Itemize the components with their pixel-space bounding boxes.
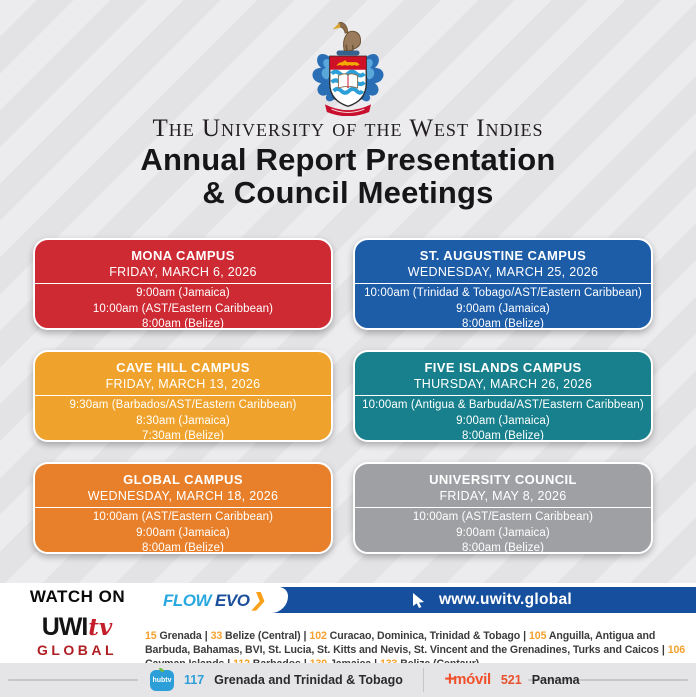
provider-strip [0, 663, 696, 697]
time-line: 9:00am (Jamaica) [456, 414, 550, 427]
website-link[interactable]: www.uwitv.global [438, 591, 573, 608]
divider-line [8, 679, 138, 681]
uwi-crest-logo [300, 12, 396, 116]
channel-number: 102 [309, 629, 327, 642]
provider-channel-number: 521 [500, 673, 522, 687]
channel-region: Anguilla, Antigua and Barbuda, Bahamas, BVI, St. Lucia, St. Kitts and Nevis, St. Vincent and the Grenadines, Turks and Caicos [145, 629, 659, 656]
crest-shield [330, 56, 366, 106]
hubtv-icon: hubtv [150, 670, 174, 691]
channel-region: Curacao, Dominica, Trinidad & Tobago [329, 629, 521, 642]
campus-name: ST. AUGUSTINE CAMPUS [419, 248, 587, 263]
campus-date: FRIDAY, MARCH 6, 2026 [109, 265, 257, 279]
watch-on-label: WATCH ON [29, 587, 126, 606]
time-line: 9:00am (Jamaica) [456, 526, 550, 539]
time-line: 8:00am (Belize) [461, 542, 545, 554]
card-mona-campus [33, 238, 333, 330]
time-line: 8:00am (Belize) [141, 542, 225, 554]
time-line: 9:00am (Jamaica) [136, 526, 230, 539]
time-line: 10:00am (AST/Eastern Caribbean) [412, 511, 594, 523]
channel-number: 105 [528, 629, 547, 642]
time-line: 8:00am (Belize) [141, 318, 225, 330]
channel-listing: 15 Grenada | 33 Belize (Central) | 102 Curacao, Dominica, Trinidad & Tobago | 105 Anguilla, Antigua and Barbuda, Bahamas, BVI, St. Lucia, St. Kitts and Nevis, St. Vincent and the Grenadines, Turks and Caicos | 106 [145, 629, 690, 671]
provider-region: Panama [531, 673, 580, 687]
poster-title [0, 143, 696, 209]
campus-name: UNIVERSITY COUNCIL [429, 472, 577, 487]
card-five-islands-campus [353, 350, 653, 442]
campus-name: GLOBAL CAMPUS [123, 472, 243, 487]
time-line: 10:00am (Trinidad & Tobago/AST/Eastern Caribbean) [364, 287, 642, 299]
campus-cards-grid [33, 238, 653, 554]
time-line: 8:00am (Belize) [461, 430, 545, 442]
channel-number: 33 [210, 629, 223, 642]
hubtv-leaf [159, 668, 164, 672]
campus-date: WEDNESDAY, MARCH 25, 2026 [407, 265, 599, 279]
time-line: 10:00am (AST/Eastern Caribbean) [92, 302, 274, 315]
time-line: 9:00am (Jamaica) [456, 302, 550, 315]
campus-date: THURSDAY, MARCH 26, 2026 [413, 377, 593, 391]
time-line: 7:30am (Belize) [141, 430, 225, 442]
provider-region: Grenada and Trinidad & Tobago [214, 673, 403, 687]
crest-open-book [338, 74, 357, 88]
movil-logo: +móvil [444, 669, 491, 690]
time-line: 9:00am (Jamaica) [136, 287, 230, 299]
card-university-council [353, 462, 653, 554]
time-line: 9:30am (Barbados/AST/Eastern Caribbean) [69, 399, 297, 411]
card-cave-hill-campus [33, 350, 333, 442]
poster-title-line1: Annual Report Presentation [140, 142, 556, 177]
campus-date: FRIDAY, MARCH 13, 2026 [105, 377, 261, 391]
time-line: 8:30am (Jamaica) [136, 414, 230, 427]
poster-title-line2: & Council Meetings [202, 175, 494, 210]
uwitv-global-logo: UWItv GLOBAL [36, 613, 118, 658]
vertical-divider [423, 668, 425, 692]
channel-region: Belize (Central) [225, 629, 301, 642]
campus-name: MONA CAMPUS [131, 248, 235, 263]
card-st-augustine-campus [353, 238, 653, 330]
footer [0, 583, 696, 697]
campus-name: CAVE HILL CAMPUS [116, 360, 250, 375]
campus-name: FIVE ISLANDS CAMPUS [424, 360, 582, 375]
campus-date: WEDNESDAY, MARCH 18, 2026 [87, 489, 279, 503]
cursor-icon [412, 593, 425, 608]
university-name: The University of the West Indies [152, 115, 544, 142]
channel-number: 15 [145, 629, 157, 642]
crest-pelican [333, 22, 361, 50]
card-global-campus [33, 462, 333, 554]
channel-region: Grenada [159, 629, 202, 642]
crest-torse [336, 51, 359, 56]
time-line: 8:00am (Belize) [461, 318, 545, 330]
channel-number: 106 [667, 643, 686, 656]
campus-date: FRIDAY, MAY 8, 2026 [439, 489, 567, 503]
flow-arrow-icon: ❯ [250, 589, 266, 610]
website-bar [140, 587, 696, 613]
flow-evo-logo: FLOW EVO❯ [140, 587, 288, 613]
time-line: 10:00am (AST/Eastern Caribbean) [92, 511, 274, 523]
time-line: 10:00am (Antigua & Barbuda/AST/Eastern Caribbean) [362, 399, 644, 411]
provider-channel-number: 117 [184, 673, 205, 687]
